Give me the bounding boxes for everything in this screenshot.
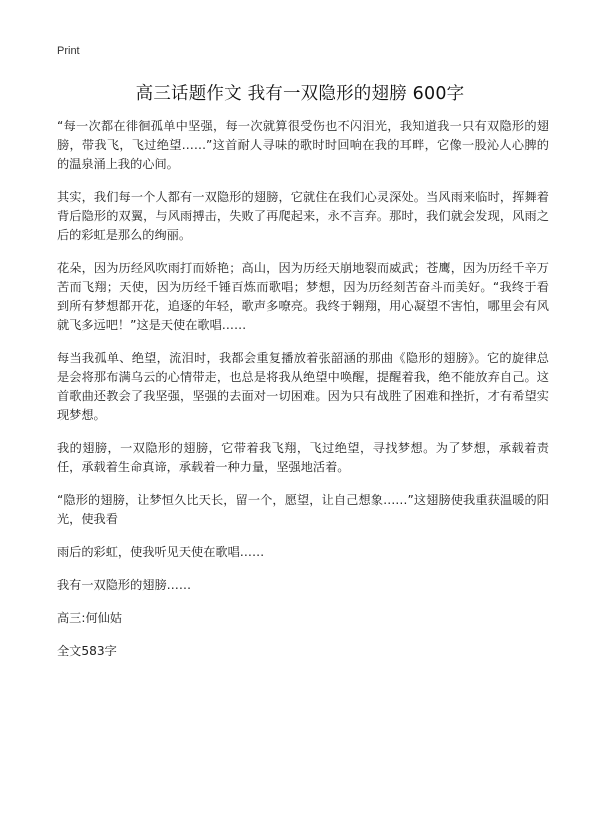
article-title: 高三话题作文 我有一双隐形的翅膀 600字 — [135, 84, 465, 104]
paragraph-7: 雨后的彩虹，使我听见天使在歌唱…… — [57, 545, 265, 559]
print-link[interactable]: Print — [57, 45, 80, 57]
paragraph-3: 花朵，因为历经风吹雨打而娇艳；高山，因为历经天崩地裂而威武；苍鹰，因为历经千辛万苦而飞翔；天使，因为历经千锤百炼而歌唱；梦想，因为历经刻苦奋斗而美好。“我终于看到所有梦想都开花，追逐的年轻，歌声多嘹亮。我终于翱翔，用心凝望不害怕，哪里会有风就飞多远吧！”这是天使在歌唱…… — [57, 261, 549, 332]
article-body — [57, 117, 549, 675]
paragraph-4: 每当我孤单、绝望，流泪时，我都会重复播放着张韶涵的那曲《隐形的翅膀》。它的旋律总是会将那布满乌云的心情带走，也总是将我从绝望中唤醒，提醒着我，绝不能放弃自己。这首歌曲还教会了我坚强，坚强的去面对一切困难。因为只有战胜了困难和挫折，才有希望实现梦想。 — [57, 351, 549, 422]
paragraph-1: “每一次都在徘徊孤单中坚强，每一次就算很受伤也不闪泪光，我知道我一只有双隐形的翅膀，带我飞，飞过绝望……”这首耐人寻味的歌时时回响在我的耳畔，它像一股沁人心脾的的温泉涌上我的心间。 — [57, 119, 549, 171]
paragraph-2: 其实，我们每一个人都有一双隐形的翅膀，它就住在我们心灵深处。当风雨来临时，挥舞着背后隐形的双翼，与风雨搏击，失败了再爬起来，永不言弃。那时，我们就会发现，风雨之后的彩虹是那么的绚丽。 — [57, 190, 549, 242]
word-count: 全文583字 — [57, 644, 117, 658]
author-line: 高三:何仙姑 — [57, 611, 123, 625]
paragraph-8: 我有一双隐形的翅膀…… — [57, 578, 192, 592]
paragraph-5: 我的翅膀，一双隐形的翅膀，它带着我飞翔，飞过绝望，寻找梦想。为了梦想，承载着责任，承载着生命真谛，承载着一种力量，坚强地活着。 — [57, 441, 549, 474]
paragraph-6: “隐形的翅膀，让梦恒久比天长，留一个，愿望，让自己想象……”这翅膀使我重获温暖的阳光，使我看 — [57, 493, 549, 526]
